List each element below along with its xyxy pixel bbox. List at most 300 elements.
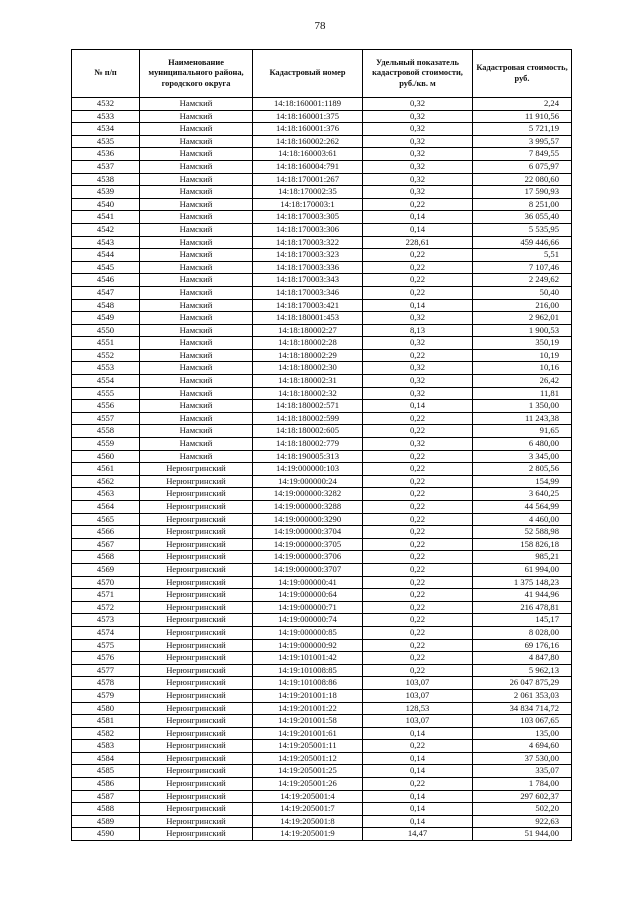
cadastral-value-cell: 41 944,96 [473, 589, 572, 602]
unit-value-cell: 0,22 [363, 538, 473, 551]
header-cadastral-number: Кадастровый номер [253, 50, 363, 98]
municipality-cell: Намский [140, 160, 253, 173]
header-row [72, 50, 572, 98]
cadastral-value-cell: 2 805,56 [473, 463, 572, 476]
row-number-cell: 4569 [72, 563, 140, 576]
unit-value-cell: 0,14 [363, 815, 473, 828]
municipality-cell: Нерюнгринский [140, 526, 253, 539]
row-number-cell: 4577 [72, 664, 140, 677]
row-number-cell: 4582 [72, 727, 140, 740]
cadastral-number-cell: 14:19:000000:74 [253, 614, 363, 627]
row-number-cell: 4560 [72, 450, 140, 463]
cadastral-value-cell: 5 962,13 [473, 664, 572, 677]
municipality-cell: Нерюнгринский [140, 815, 253, 828]
cadastral-number-cell: 14:18:170001:267 [253, 173, 363, 186]
table-row [72, 400, 572, 413]
cadastral-value-cell: 11 243,38 [473, 412, 572, 425]
row-number-cell: 4546 [72, 274, 140, 287]
cadastral-value-cell: 6 480,00 [473, 438, 572, 451]
unit-value-cell: 0,22 [363, 501, 473, 514]
unit-value-cell: 128,53 [363, 702, 473, 715]
municipality-cell: Намский [140, 135, 253, 148]
municipality-cell: Намский [140, 312, 253, 325]
cadastral-number-cell: 14:19:205001:4 [253, 790, 363, 803]
cadastral-value-cell: 3 345,00 [473, 450, 572, 463]
cadastral-number-cell: 14:19:201001:58 [253, 715, 363, 728]
table-row [72, 626, 572, 639]
municipality-cell: Намский [140, 324, 253, 337]
unit-value-cell: 0,14 [363, 790, 473, 803]
municipality-cell: Намский [140, 173, 253, 186]
municipality-cell: Нерюнгринский [140, 664, 253, 677]
cadastral-number-cell: 14:18:160001:376 [253, 123, 363, 136]
row-number-cell: 4542 [72, 223, 140, 236]
table-row [72, 589, 572, 602]
cadastral-number-cell: 14:18:160001:1189 [253, 98, 363, 111]
row-number-cell: 4576 [72, 652, 140, 665]
municipality-cell: Нерюнгринский [140, 501, 253, 514]
cadastral-number-cell: 14:19:000000:3705 [253, 538, 363, 551]
cadastral-number-cell: 14:18:180002:571 [253, 400, 363, 413]
row-number-cell: 4575 [72, 639, 140, 652]
unit-value-cell: 0,32 [363, 375, 473, 388]
unit-value-cell: 0,32 [363, 135, 473, 148]
cadastral-number-cell: 14:19:000000:3707 [253, 563, 363, 576]
municipality-cell: Намский [140, 425, 253, 438]
municipality-cell: Нерюнгринский [140, 740, 253, 753]
row-number-cell: 4550 [72, 324, 140, 337]
municipality-cell: Нерюнгринский [140, 803, 253, 816]
municipality-cell: Нерюнгринский [140, 463, 253, 476]
unit-value-cell: 0,22 [363, 614, 473, 627]
unit-value-cell: 0,22 [363, 349, 473, 362]
cadastral-number-cell: 14:19:000000:71 [253, 601, 363, 614]
row-number-cell: 4572 [72, 601, 140, 614]
cadastral-value-cell: 52 588,98 [473, 526, 572, 539]
cadastral-number-cell: 14:19:000000:92 [253, 639, 363, 652]
table-row [72, 513, 572, 526]
cadastral-number-cell: 14:18:170003:421 [253, 299, 363, 312]
row-number-cell: 4539 [72, 186, 140, 199]
cadastral-value-cell: 1 375 148,23 [473, 576, 572, 589]
cadastral-number-cell: 14:18:170003:343 [253, 274, 363, 287]
row-number-cell: 4549 [72, 312, 140, 325]
cadastral-value-cell: 4 460,00 [473, 513, 572, 526]
table-row [72, 803, 572, 816]
row-number-cell: 4587 [72, 790, 140, 803]
municipality-cell: Намский [140, 349, 253, 362]
municipality-cell: Намский [140, 412, 253, 425]
unit-value-cell: 0,22 [363, 450, 473, 463]
table-row [72, 551, 572, 564]
cadastral-value-cell: 502,20 [473, 803, 572, 816]
municipality-cell: Нерюнгринский [140, 652, 253, 665]
cadastral-value-cell: 297 602,37 [473, 790, 572, 803]
row-number-cell: 4565 [72, 513, 140, 526]
municipality-cell: Нерюнгринский [140, 828, 253, 841]
unit-value-cell: 0,22 [363, 664, 473, 677]
row-number-cell: 4557 [72, 412, 140, 425]
cadastral-number-cell: 14:19:000000:24 [253, 475, 363, 488]
cadastral-number-cell: 14:18:180002:32 [253, 387, 363, 400]
table-row [72, 677, 572, 690]
table-row [72, 412, 572, 425]
row-number-cell: 4585 [72, 765, 140, 778]
cadastral-number-cell: 14:19:000000:3706 [253, 551, 363, 564]
unit-value-cell: 0,14 [363, 299, 473, 312]
row-number-cell: 4567 [72, 538, 140, 551]
cadastral-number-cell: 14:18:170003:322 [253, 236, 363, 249]
table-row [72, 110, 572, 123]
unit-value-cell: 8,13 [363, 324, 473, 337]
row-number-cell: 4541 [72, 211, 140, 224]
cadastral-value-cell: 51 944,00 [473, 828, 572, 841]
cadastral-value-cell: 1 784,00 [473, 778, 572, 791]
municipality-cell: Намский [140, 337, 253, 350]
unit-value-cell: 0,22 [363, 463, 473, 476]
cadastral-number-cell: 14:18:180002:28 [253, 337, 363, 350]
cadastral-number-cell: 14:18:170003:346 [253, 286, 363, 299]
table-row [72, 450, 572, 463]
unit-value-cell: 0,32 [363, 160, 473, 173]
municipality-cell: Нерюнгринский [140, 689, 253, 702]
row-number-cell: 4545 [72, 261, 140, 274]
table-row [72, 652, 572, 665]
unit-value-cell: 0,22 [363, 526, 473, 539]
cadastral-value-cell: 135,00 [473, 727, 572, 740]
cadastral-number-cell: 14:18:160004:791 [253, 160, 363, 173]
unit-value-cell: 0,32 [363, 362, 473, 375]
row-number-cell: 4586 [72, 778, 140, 791]
row-number-cell: 4555 [72, 387, 140, 400]
municipality-cell: Намский [140, 274, 253, 287]
table-row [72, 236, 572, 249]
cadastral-number-cell: 14:19:205001:12 [253, 752, 363, 765]
municipality-cell: Нерюнгринский [140, 752, 253, 765]
cadastral-value-cell: 2 249,62 [473, 274, 572, 287]
table-row [72, 715, 572, 728]
cadastral-number-cell: 14:19:205001:11 [253, 740, 363, 753]
unit-value-cell: 103,07 [363, 677, 473, 690]
cadastral-value-cell: 922,63 [473, 815, 572, 828]
unit-value-cell: 0,32 [363, 312, 473, 325]
cadastral-value-cell: 6 075,97 [473, 160, 572, 173]
cadastral-value-cell: 7 849,55 [473, 148, 572, 161]
row-number-cell: 4558 [72, 425, 140, 438]
table-row [72, 198, 572, 211]
unit-value-cell: 0,22 [363, 740, 473, 753]
row-number-cell: 4543 [72, 236, 140, 249]
cadastral-value-cell: 103 067,65 [473, 715, 572, 728]
cadastral-value-cell: 350,19 [473, 337, 572, 350]
cadastral-number-cell: 14:18:180002:30 [253, 362, 363, 375]
municipality-cell: Нерюнгринский [140, 727, 253, 740]
cadastral-value-cell: 4 847,80 [473, 652, 572, 665]
unit-value-cell: 0,22 [363, 652, 473, 665]
municipality-cell: Намский [140, 450, 253, 463]
row-number-cell: 4552 [72, 349, 140, 362]
cadastral-number-cell: 14:19:201001:18 [253, 689, 363, 702]
cadastral-number-cell: 14:18:160003:61 [253, 148, 363, 161]
table-row [72, 475, 572, 488]
cadastral-value-cell: 11 910,56 [473, 110, 572, 123]
municipality-cell: Намский [140, 186, 253, 199]
table-row [72, 740, 572, 753]
municipality-cell: Намский [140, 110, 253, 123]
cadastral-value-cell: 5 721,19 [473, 123, 572, 136]
municipality-cell: Намский [140, 261, 253, 274]
table-row [72, 274, 572, 287]
unit-value-cell: 0,14 [363, 223, 473, 236]
table-row [72, 186, 572, 199]
cadastral-value-cell: 26 047 875,29 [473, 677, 572, 690]
table-row [72, 375, 572, 388]
cadastral-value-cell: 335,07 [473, 765, 572, 778]
cadastral-number-cell: 14:18:180002:27 [253, 324, 363, 337]
cadastral-number-cell: 14:19:000000:3282 [253, 488, 363, 501]
row-number-cell: 4563 [72, 488, 140, 501]
cadastral-number-cell: 14:18:180002:31 [253, 375, 363, 388]
unit-value-cell: 0,32 [363, 148, 473, 161]
row-number-cell: 4580 [72, 702, 140, 715]
unit-value-cell: 0,22 [363, 601, 473, 614]
municipality-cell: Намский [140, 299, 253, 312]
unit-value-cell: 0,14 [363, 765, 473, 778]
cadastral-value-cell: 61 994,00 [473, 563, 572, 576]
municipality-cell: Нерюнгринский [140, 790, 253, 803]
unit-value-cell: 0,22 [363, 261, 473, 274]
unit-value-cell: 0,32 [363, 110, 473, 123]
table-row [72, 601, 572, 614]
unit-value-cell: 0,22 [363, 412, 473, 425]
municipality-cell: Намский [140, 98, 253, 111]
table-row [72, 312, 572, 325]
cadastral-number-cell: 14:19:000000:3704 [253, 526, 363, 539]
cadastral-number-cell: 14:18:180002:29 [253, 349, 363, 362]
unit-value-cell: 0,32 [363, 387, 473, 400]
row-number-cell: 4532 [72, 98, 140, 111]
municipality-cell: Нерюнгринский [140, 513, 253, 526]
cadastral-value-cell: 10,19 [473, 349, 572, 362]
row-number-cell: 4579 [72, 689, 140, 702]
unit-value-cell: 0,22 [363, 639, 473, 652]
table-row [72, 438, 572, 451]
cadastral-value-cell: 44 564,99 [473, 501, 572, 514]
cadastral-value-cell: 91,65 [473, 425, 572, 438]
header-row-number: № п/п [72, 50, 140, 98]
row-number-cell: 4573 [72, 614, 140, 627]
cadastral-value-cell: 26,42 [473, 375, 572, 388]
cadastral-value-cell: 2 962,01 [473, 312, 572, 325]
table-row [72, 362, 572, 375]
table-row [72, 299, 572, 312]
cadastral-number-cell: 14:19:201001:22 [253, 702, 363, 715]
municipality-cell: Нерюнгринский [140, 563, 253, 576]
unit-value-cell: 0,22 [363, 286, 473, 299]
row-number-cell: 4533 [72, 110, 140, 123]
table-row [72, 286, 572, 299]
cadastral-value-cell: 5 535,95 [473, 223, 572, 236]
cadastral-value-cell: 216,00 [473, 299, 572, 312]
table-row [72, 98, 572, 111]
unit-value-cell: 0,32 [363, 173, 473, 186]
row-number-cell: 4583 [72, 740, 140, 753]
table-row [72, 828, 572, 841]
cadastral-number-cell: 14:19:101001:42 [253, 652, 363, 665]
municipality-cell: Намский [140, 223, 253, 236]
row-number-cell: 4589 [72, 815, 140, 828]
row-number-cell: 4568 [72, 551, 140, 564]
unit-value-cell: 228,61 [363, 236, 473, 249]
row-number-cell: 4584 [72, 752, 140, 765]
table-row [72, 576, 572, 589]
row-number-cell: 4553 [72, 362, 140, 375]
cadastral-value-cell: 1 900,53 [473, 324, 572, 337]
municipality-cell: Намский [140, 148, 253, 161]
cadastral-number-cell: 14:19:000000:3290 [253, 513, 363, 526]
row-number-cell: 4536 [72, 148, 140, 161]
cadastral-number-cell: 14:19:205001:8 [253, 815, 363, 828]
unit-value-cell: 0,14 [363, 400, 473, 413]
table-row [72, 160, 572, 173]
cadastral-value-cell: 17 590,93 [473, 186, 572, 199]
table-row [72, 727, 572, 740]
cadastral-number-cell: 14:18:190005:313 [253, 450, 363, 463]
cadastral-value-cell: 1 350,00 [473, 400, 572, 413]
cadastral-value-cell: 2,24 [473, 98, 572, 111]
unit-value-cell: 0,32 [363, 337, 473, 350]
table-row [72, 689, 572, 702]
cadastral-value-cell: 216 478,81 [473, 601, 572, 614]
cadastral-value-cell: 36 055,40 [473, 211, 572, 224]
row-number-cell: 4590 [72, 828, 140, 841]
municipality-cell: Нерюнгринский [140, 702, 253, 715]
row-number-cell: 4561 [72, 463, 140, 476]
table-row [72, 778, 572, 791]
municipality-cell: Намский [140, 438, 253, 451]
table-row [72, 488, 572, 501]
municipality-cell: Нерюнгринский [140, 715, 253, 728]
municipality-cell: Нерюнгринский [140, 778, 253, 791]
row-number-cell: 4571 [72, 589, 140, 602]
municipality-cell: Нерюнгринский [140, 765, 253, 778]
cadastral-value-cell: 985,21 [473, 551, 572, 564]
unit-value-cell: 0,22 [363, 576, 473, 589]
cadastral-value-cell: 154,99 [473, 475, 572, 488]
municipality-cell: Намский [140, 362, 253, 375]
municipality-cell: Нерюнгринский [140, 488, 253, 501]
unit-value-cell: 0,22 [363, 551, 473, 564]
row-number-cell: 4564 [72, 501, 140, 514]
unit-value-cell: 0,22 [363, 198, 473, 211]
cadastral-value-cell: 34 834 714,72 [473, 702, 572, 715]
table-row [72, 815, 572, 828]
municipality-cell: Намский [140, 400, 253, 413]
cadastral-number-cell: 14:19:205001:26 [253, 778, 363, 791]
table-row [72, 463, 572, 476]
municipality-cell: Намский [140, 211, 253, 224]
municipality-cell: Нерюнгринский [140, 626, 253, 639]
unit-value-cell: 0,22 [363, 249, 473, 262]
row-number-cell: 4581 [72, 715, 140, 728]
table-header [72, 50, 572, 98]
unit-value-cell: 0,22 [363, 563, 473, 576]
cadastral-number-cell: 14:18:180002:599 [253, 412, 363, 425]
unit-value-cell: 0,22 [363, 475, 473, 488]
row-number-cell: 4566 [72, 526, 140, 539]
row-number-cell: 4554 [72, 375, 140, 388]
unit-value-cell: 0,22 [363, 626, 473, 639]
table-row [72, 173, 572, 186]
cadastral-number-cell: 14:18:170003:323 [253, 249, 363, 262]
unit-value-cell: 0,14 [363, 211, 473, 224]
table-row [72, 501, 572, 514]
row-number-cell: 4537 [72, 160, 140, 173]
table-row [72, 261, 572, 274]
row-number-cell: 4551 [72, 337, 140, 350]
unit-value-cell: 0,22 [363, 589, 473, 602]
cadastral-value-cell: 7 107,46 [473, 261, 572, 274]
cadastral-number-cell: 14:19:000000:85 [253, 626, 363, 639]
row-number-cell: 4588 [72, 803, 140, 816]
unit-value-cell: 14,47 [363, 828, 473, 841]
row-number-cell: 4556 [72, 400, 140, 413]
unit-value-cell: 0,22 [363, 488, 473, 501]
municipality-cell: Намский [140, 123, 253, 136]
municipality-cell: Намский [140, 236, 253, 249]
unit-value-cell: 0,14 [363, 803, 473, 816]
cadastral-value-table [71, 49, 572, 841]
table-row [72, 249, 572, 262]
municipality-cell: Нерюнгринский [140, 601, 253, 614]
table-row [72, 223, 572, 236]
table-row [72, 135, 572, 148]
cadastral-value-cell: 3 995,57 [473, 135, 572, 148]
cadastral-value-cell: 4 694,60 [473, 740, 572, 753]
municipality-cell: Нерюнгринский [140, 576, 253, 589]
row-number-cell: 4559 [72, 438, 140, 451]
cadastral-value-cell: 5,51 [473, 249, 572, 262]
table-row [72, 790, 572, 803]
unit-value-cell: 0,22 [363, 274, 473, 287]
cadastral-number-cell: 14:19:000000:103 [253, 463, 363, 476]
cadastral-value-cell: 158 826,18 [473, 538, 572, 551]
cadastral-number-cell: 14:18:170003:336 [253, 261, 363, 274]
cadastral-value-cell: 8 028,00 [473, 626, 572, 639]
municipality-cell: Нерюнгринский [140, 639, 253, 652]
table-row [72, 387, 572, 400]
table-row [72, 752, 572, 765]
table-row [72, 664, 572, 677]
cadastral-value-cell: 8 251,00 [473, 198, 572, 211]
cadastral-value-cell: 22 080,60 [473, 173, 572, 186]
row-number-cell: 4562 [72, 475, 140, 488]
cadastral-number-cell: 14:19:205001:7 [253, 803, 363, 816]
municipality-cell: Намский [140, 198, 253, 211]
unit-value-cell: 0,32 [363, 186, 473, 199]
header-cadastral-value: Кадастровая стоимость, руб. [473, 50, 572, 98]
municipality-cell: Нерюнгринский [140, 551, 253, 564]
unit-value-cell: 0,32 [363, 123, 473, 136]
municipality-cell: Нерюнгринский [140, 538, 253, 551]
row-number-cell: 4538 [72, 173, 140, 186]
table-row [72, 614, 572, 627]
table-row [72, 349, 572, 362]
municipality-cell: Намский [140, 387, 253, 400]
cadastral-number-cell: 14:18:170003:1 [253, 198, 363, 211]
municipality-cell: Нерюнгринский [140, 677, 253, 690]
row-number-cell: 4570 [72, 576, 140, 589]
